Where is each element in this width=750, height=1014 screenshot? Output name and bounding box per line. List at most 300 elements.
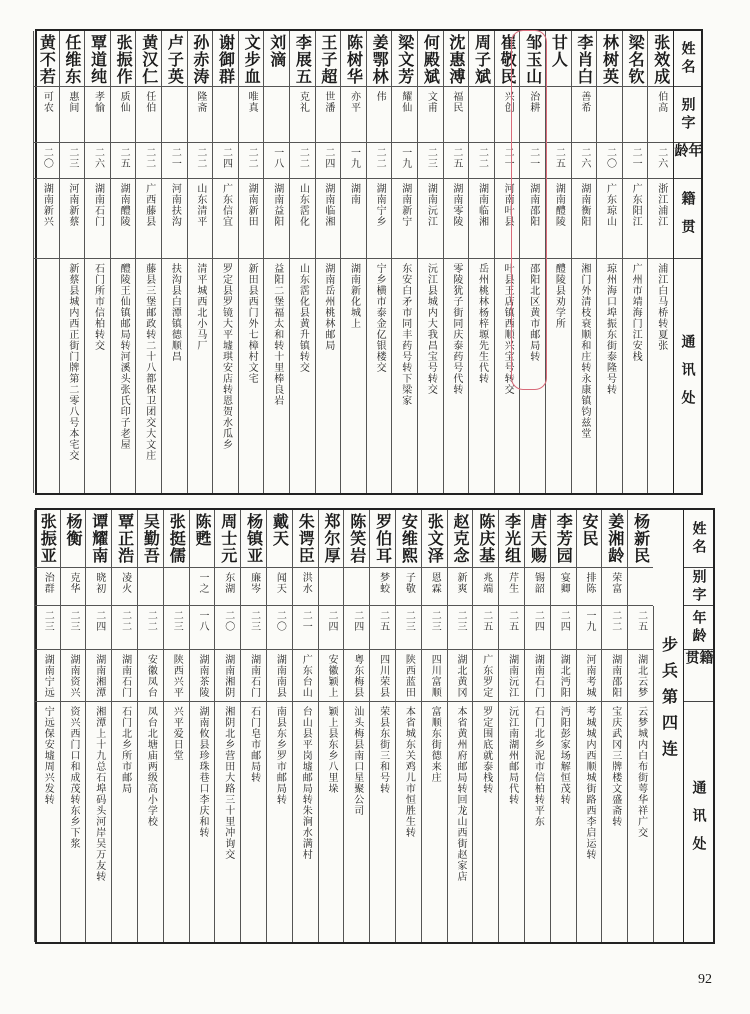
roster-row <box>289 31 315 493</box>
roster-row <box>161 31 187 493</box>
cell-age <box>241 606 266 650</box>
roster-row <box>214 510 240 942</box>
header-name: 姓名 <box>674 31 701 87</box>
text-address: 考城城内西顺城街路西李启运转 <box>584 706 595 860</box>
text-alias: 排陈 <box>584 572 595 594</box>
text-address: 新蔡县城内西正街门牌第二零八号本宅交 <box>66 263 78 461</box>
text-alias: 伟 <box>374 91 386 102</box>
text-native: 湖南沅江 <box>506 654 518 698</box>
roster-row <box>137 510 163 942</box>
cell-native <box>473 650 498 702</box>
cell-age <box>473 606 498 650</box>
cell-age <box>577 606 602 650</box>
cell-address <box>162 259 187 493</box>
text-address: 岳州桃林杨梓塬先生代转 <box>476 263 488 384</box>
text-alias: 世潘 <box>322 91 334 113</box>
cell-alias <box>499 568 524 606</box>
cell-name <box>469 31 494 87</box>
text-name: 覃正浩 <box>115 513 135 564</box>
cell-native <box>112 650 137 702</box>
text-name: 文步血 <box>242 34 262 85</box>
cell-native <box>396 650 421 702</box>
cell-name <box>623 31 648 87</box>
text-alias: 荣富 <box>609 572 621 594</box>
cell-alias <box>290 87 315 143</box>
text-age: 二二 <box>297 147 309 169</box>
text-age: 二六 <box>655 147 667 169</box>
cell-address <box>602 702 627 942</box>
text-address: 汕头梅县南口星聚公司 <box>351 706 363 816</box>
cell-alias <box>648 87 673 143</box>
text-age: 二五 <box>480 610 492 632</box>
text-age: 二五 <box>118 147 130 169</box>
text-age: 二三 <box>403 610 415 632</box>
header-name: 姓名 <box>684 510 713 568</box>
cell-alias <box>162 87 187 143</box>
cell-age <box>597 143 622 179</box>
cell-age <box>34 143 59 179</box>
cell-native <box>188 179 213 259</box>
roster-row <box>576 510 602 942</box>
cell-alias <box>577 568 602 606</box>
cell-age <box>35 606 60 650</box>
text-native: 湖南新兴 <box>41 183 53 227</box>
cell-address <box>546 259 571 493</box>
text-name: 吴勤吾 <box>141 513 161 564</box>
cell-age <box>572 143 597 179</box>
text-age: 二四 <box>558 610 570 632</box>
cell-name <box>546 31 571 87</box>
cell-age <box>499 606 524 650</box>
cell-native <box>448 650 473 702</box>
cell-native <box>551 650 576 702</box>
cell-native <box>370 650 395 702</box>
text-address: 湖南新化城上 <box>348 263 360 329</box>
cell-alias <box>213 87 238 143</box>
roster-row <box>263 31 289 493</box>
text-address: 广州市靖海门江安栈 <box>630 263 642 362</box>
roster-row <box>292 510 318 942</box>
text-age: 二〇 <box>41 147 53 169</box>
header-alias: 别字 <box>684 568 713 606</box>
cell-name <box>188 31 213 87</box>
text-native: 湖南南县 <box>274 654 286 698</box>
header-address: 通讯处 <box>690 780 707 864</box>
cell-name <box>190 510 215 568</box>
text-age: 一八 <box>271 147 283 169</box>
text-native: 湖南益阳 <box>271 183 283 227</box>
cell-name <box>293 510 318 568</box>
cell-native <box>162 179 187 259</box>
roster-row <box>647 31 673 493</box>
roster-row <box>212 31 238 493</box>
cell-native <box>264 179 289 259</box>
cell-age <box>367 143 392 179</box>
header-native: 籍贯 <box>674 179 701 259</box>
cell-age <box>239 143 264 179</box>
cell-name <box>577 510 602 568</box>
roster-row <box>550 510 576 942</box>
text-alias: 可农 <box>41 91 53 113</box>
text-native: 湖南醴陵 <box>118 183 130 227</box>
roster-row <box>369 510 395 942</box>
text-address: 资兴西门口和成茂转东乡下浆 <box>68 706 79 849</box>
cell-name <box>35 510 60 568</box>
text-age: 二三 <box>455 610 466 632</box>
text-native: 湖南衡阳 <box>578 183 590 227</box>
cell-alias <box>188 87 213 143</box>
cell-native <box>602 650 627 702</box>
text-native: 湖南宁远 <box>42 654 54 698</box>
text-alias: 廉岑 <box>248 572 260 594</box>
cell-age <box>546 143 571 179</box>
text-name: 邹玉山 <box>523 34 543 85</box>
cell-age <box>264 143 289 179</box>
cell-address <box>448 702 473 942</box>
cell-alias <box>60 87 85 143</box>
cell-name <box>86 510 111 568</box>
cell-native <box>61 650 86 702</box>
cell-native <box>239 179 264 259</box>
cell-address <box>111 259 136 493</box>
text-name: 李芳园 <box>554 513 574 564</box>
text-native: 广东信宜 <box>220 183 232 227</box>
roster-row <box>601 510 627 942</box>
cell-age <box>341 143 366 179</box>
cell-alias <box>525 568 550 606</box>
cell-address <box>85 259 110 493</box>
cell-native <box>572 179 597 259</box>
cell-alias <box>61 568 86 606</box>
text-age: 二二 <box>246 147 258 169</box>
cell-alias <box>367 87 392 143</box>
text-age: 二二 <box>145 610 157 632</box>
cell-age <box>60 143 85 179</box>
text-native: 安徽颖上 <box>326 654 337 698</box>
text-address: 湘潭上十九总石埠码头河岸吴万友转 <box>93 706 105 882</box>
cell-native <box>138 650 163 702</box>
cell-age <box>316 143 341 179</box>
cell-age <box>448 606 473 650</box>
cell-name <box>60 31 85 87</box>
text-name: 卢子英 <box>165 34 185 85</box>
cell-address <box>267 702 292 942</box>
cell-native <box>577 650 602 702</box>
text-address: 东安白矛市同丰药号转下梁家 <box>399 263 411 406</box>
cell-address <box>344 702 369 942</box>
roster-row <box>163 510 189 942</box>
cell-address <box>293 702 318 942</box>
text-native: 四川荣县 <box>377 654 389 698</box>
text-name: 崔敬民 <box>498 34 518 85</box>
cell-alias <box>623 87 648 143</box>
text-name: 张振亚 <box>38 513 58 564</box>
cell-alias <box>392 87 417 143</box>
cell-address <box>469 259 494 493</box>
text-native: 湖南湘潭 <box>93 654 105 698</box>
cell-name <box>267 510 292 568</box>
text-age: 二三 <box>429 610 441 632</box>
cell-age <box>344 606 369 650</box>
cell-address <box>60 259 85 493</box>
text-address: 富顺东街德来庄 <box>429 706 441 783</box>
roster-row <box>34 510 60 942</box>
text-address: 沅江县城内大我昌宝号转交 <box>425 263 437 395</box>
cell-native <box>319 650 344 702</box>
text-native: 粤东梅县 <box>351 654 363 698</box>
text-name: 甘人 <box>549 34 569 68</box>
cell-alias <box>572 87 597 143</box>
text-name: 沈惠溥 <box>446 34 466 85</box>
text-alias: 恩霖 <box>429 572 441 594</box>
cell-alias <box>422 568 447 606</box>
header-column <box>673 31 701 493</box>
cell-name <box>648 31 673 87</box>
text-age: 二三 <box>68 610 79 632</box>
text-age: 二五 <box>506 610 518 632</box>
text-alias: 善希 <box>578 91 590 113</box>
cell-name <box>138 510 163 568</box>
cell-name <box>572 31 597 87</box>
text-address: 邵阳北区黄市邮局转 <box>527 263 539 362</box>
text-address: 醴陵县劝学所 <box>553 263 565 329</box>
roster-row <box>395 510 421 942</box>
text-address: 醴陵王仙镇邮局转河溪头张氏印子老屋 <box>118 263 130 450</box>
text-alias: 兴创 <box>502 91 514 113</box>
cell-name <box>444 31 469 87</box>
text-alias: 耀仙 <box>399 91 411 113</box>
text-address: 沔阳彭家场解恒茂转 <box>558 706 570 805</box>
cell-alias <box>267 568 292 606</box>
cell-address <box>370 702 395 942</box>
cell-name <box>396 510 421 568</box>
text-age: 二〇 <box>222 610 234 632</box>
cell-alias <box>370 568 395 606</box>
text-alias: 任伯 <box>143 91 155 113</box>
text-age: 二二 <box>119 610 131 632</box>
roster-row <box>343 510 369 942</box>
text-name: 陈树华 <box>344 34 364 85</box>
cell-native <box>293 650 318 702</box>
cell-name <box>319 510 344 568</box>
text-native: 河南新蔡 <box>66 183 78 227</box>
text-address: 石门皂市邮局转 <box>248 706 260 783</box>
roster-row <box>417 31 443 493</box>
cell-alias <box>34 87 59 143</box>
cell-age <box>396 606 421 650</box>
text-address: 颖上县东乡八里垛 <box>326 706 337 794</box>
text-name: 黄不若 <box>37 34 57 85</box>
cell-alias <box>241 568 266 606</box>
text-age: 二四 <box>93 610 105 632</box>
cell-native <box>418 179 443 259</box>
roster-row <box>340 31 366 493</box>
highlight-circle <box>511 30 547 390</box>
text-address: 湘阴北乡营田大路三十里冲询交 <box>222 706 234 860</box>
cell-address <box>61 702 86 942</box>
cell-address <box>551 702 576 942</box>
cell-age <box>188 143 213 179</box>
cell-alias <box>341 87 366 143</box>
cell-name <box>213 31 238 87</box>
cell-age <box>319 606 344 650</box>
cell-age <box>422 606 447 650</box>
cell-native <box>546 179 571 259</box>
text-alias: 闻天 <box>274 572 286 594</box>
roster-row <box>571 31 597 493</box>
cell-address <box>112 702 137 942</box>
text-native: 四川富顺 <box>429 654 441 698</box>
cell-address <box>188 259 213 493</box>
text-alias: 孝愉 <box>92 91 104 113</box>
cell-native <box>85 179 110 259</box>
text-native: 河南考城 <box>584 654 595 698</box>
text-native: 湖南石门 <box>119 654 131 698</box>
cell-age <box>602 606 627 650</box>
text-name: 杨镇亚 <box>244 513 264 564</box>
text-address: 湖南攸县珍珠巷口李庆和转 <box>197 706 208 838</box>
cell-address <box>577 702 602 942</box>
cell-alias <box>35 568 60 606</box>
cell-name <box>162 31 187 87</box>
cell-name <box>241 510 266 568</box>
roster-row <box>60 510 86 942</box>
cell-name <box>290 31 315 87</box>
text-address: 叶县王店镇西顺兴宝号转交 <box>502 263 514 395</box>
text-alias: 东湖 <box>222 572 234 594</box>
cell-native <box>111 179 136 259</box>
text-name: 李肖白 <box>574 34 594 85</box>
text-alias: 梦蛟 <box>377 572 389 594</box>
text-age: 二五 <box>377 610 389 632</box>
text-name: 梁文芳 <box>395 34 415 85</box>
roster-row <box>498 510 524 942</box>
cell-address <box>648 259 673 493</box>
text-native: 湖南醴陵 <box>553 183 565 227</box>
text-alias: 子敬 <box>403 572 415 594</box>
text-address: 石门北乡泥市信柏转平东 <box>532 706 544 827</box>
roster-row <box>391 31 417 493</box>
text-alias: 洪水 <box>300 572 312 594</box>
cell-alias <box>597 87 622 143</box>
text-alias: 隆斋 <box>194 91 206 113</box>
cell-age <box>648 143 673 179</box>
text-alias: 新爽 <box>455 572 466 594</box>
text-address: 琼州海口埠振东街泰隆号转 <box>604 263 616 395</box>
text-name: 朱谔臣 <box>296 513 316 564</box>
text-name: 陈甦 <box>193 513 212 547</box>
text-native: 湖南零陵 <box>450 183 462 227</box>
cell-address <box>215 702 240 942</box>
cell-age <box>293 606 318 650</box>
roster-row <box>622 31 648 493</box>
cell-address <box>138 702 163 942</box>
text-native: 山东清平 <box>194 183 206 227</box>
text-name: 何殿斌 <box>421 34 441 85</box>
cell-alias <box>136 87 161 143</box>
text-address: 云梦城内白布街萼华祥广交 <box>635 706 647 838</box>
header-alias: 别字 <box>674 87 701 143</box>
text-name: 谭耀南 <box>89 513 109 564</box>
text-native: 广东台山 <box>300 654 312 698</box>
cell-alias <box>396 568 421 606</box>
cell-name <box>448 510 473 568</box>
text-alias: 芹生 <box>506 572 518 594</box>
roster-row <box>447 510 473 942</box>
cell-native <box>525 650 550 702</box>
cell-name <box>392 31 417 87</box>
text-name: 张文泽 <box>425 513 445 564</box>
cell-alias <box>469 87 494 143</box>
header-column <box>683 510 713 942</box>
text-name: 梁名钦 <box>626 34 646 85</box>
cell-age <box>525 606 550 650</box>
roster-row <box>135 31 161 493</box>
text-address: 本省城东关鸡儿市恒胜生转 <box>403 706 415 838</box>
cell-age <box>370 606 395 650</box>
text-alias: 亦平 <box>348 91 360 113</box>
cell-name <box>367 31 392 87</box>
text-age: 一九 <box>584 610 595 632</box>
cell-age <box>190 606 215 650</box>
cell-address <box>136 259 161 493</box>
cell-address <box>34 259 59 493</box>
cell-address <box>418 259 443 493</box>
text-name: 张效成 <box>651 34 671 85</box>
text-native: 湖南资兴 <box>68 654 79 698</box>
cell-alias <box>546 87 571 143</box>
page-number: 92 <box>698 972 712 987</box>
cell-age <box>85 143 110 179</box>
cell-name <box>525 510 550 568</box>
text-name: 唐天赐 <box>528 513 548 564</box>
text-address: 新田县西门外七樟村文宅 <box>246 263 258 384</box>
cell-address <box>623 259 648 493</box>
cell-alias <box>138 568 163 606</box>
cell-address <box>499 702 524 942</box>
text-address: 益阳二堡福太和转十里棒良岩 <box>271 263 283 406</box>
text-native: 湖北云梦 <box>635 654 647 698</box>
cell-address <box>164 702 189 942</box>
text-name: 安民 <box>580 513 599 547</box>
cell-native <box>628 650 653 702</box>
cell-name <box>499 510 524 568</box>
cell-native <box>290 179 315 259</box>
text-age: 二〇 <box>604 147 616 169</box>
text-name: 任维东 <box>62 34 82 85</box>
text-age: 二六 <box>578 147 590 169</box>
cell-alias <box>418 87 443 143</box>
cell-age <box>213 143 238 179</box>
text-name: 覃道纯 <box>88 34 108 85</box>
text-age: 二〇 <box>274 610 286 632</box>
text-age: 二五 <box>635 610 647 632</box>
text-age: 二二 <box>194 147 206 169</box>
cell-native <box>648 179 673 259</box>
cell-native <box>316 179 341 259</box>
cell-age <box>628 606 653 650</box>
text-alias: 唯真 <box>246 91 258 113</box>
roster-row <box>33 31 59 493</box>
text-name: 赵克念 <box>451 513 470 564</box>
text-age: 二四 <box>532 610 544 632</box>
cell-native <box>190 650 215 702</box>
cell-native <box>164 650 189 702</box>
cell-native <box>215 650 240 702</box>
text-native: 湖北沔阳 <box>558 654 570 698</box>
text-name: 林树英 <box>600 34 620 85</box>
roster-row <box>315 31 341 493</box>
